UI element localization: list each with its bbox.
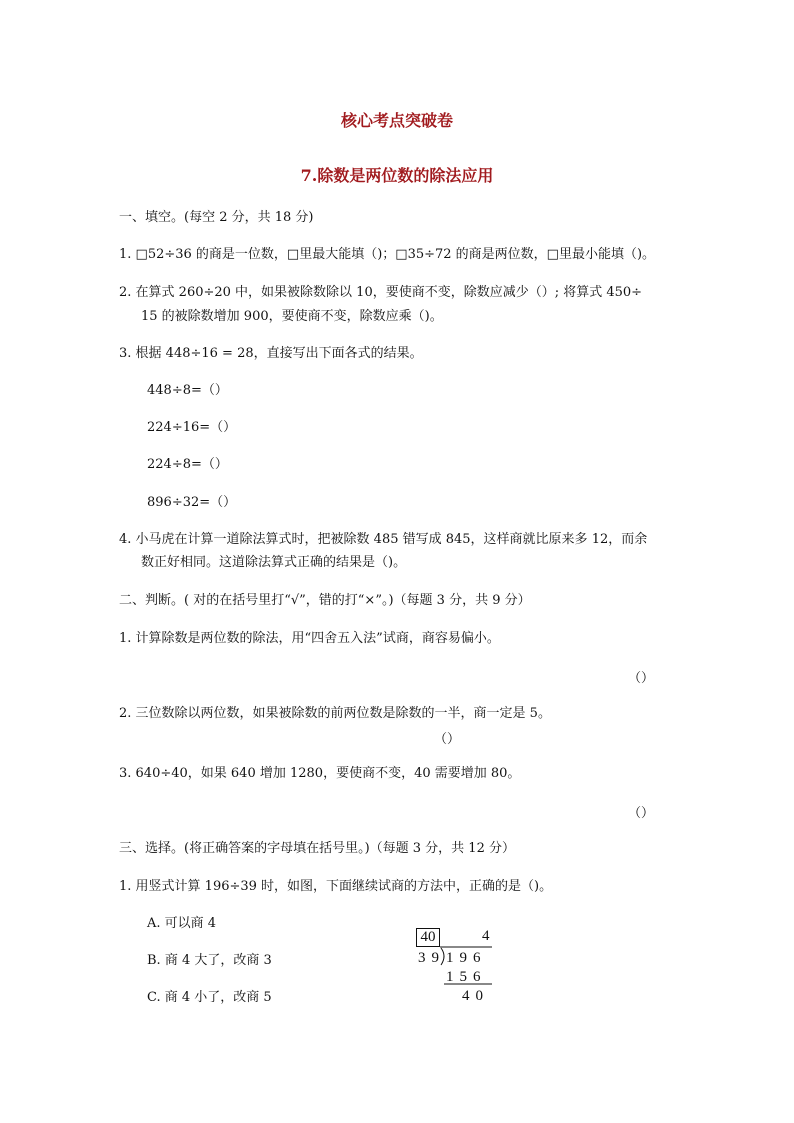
s1-q3-item-1: 448÷8=（） <box>147 383 228 398</box>
s1-question-4-line2: 数正好相同。这道除法算式正确的结果是（)。 <box>141 555 407 570</box>
s1-q3-item-2: 224÷16=（） <box>147 420 237 435</box>
s3-question-1: 1. 用竖式计算 196÷39 时，如图，下面继续试商的方法中，正确的是（)。 <box>119 879 553 894</box>
division-divisor: 39 <box>418 950 445 966</box>
s2-question-2: 2. 三位数除以两位数，如果被除数的前两位数是除数的一半，商一定是 5。 <box>119 706 551 721</box>
s3-option-a: A. 可以商 4 <box>147 916 217 931</box>
division-product: 156 <box>446 969 487 985</box>
section1-heading: 一、填空。(每空 2 分，共 18 分) <box>119 210 314 225</box>
s2-q3-answer-paren: （） <box>628 806 655 821</box>
s1-q3-item-4: 896÷32=（） <box>147 495 237 510</box>
division-dividend: 196 <box>446 950 487 966</box>
page-title: 核心考点突破卷 <box>340 111 453 130</box>
boxed-number: 40 <box>416 928 440 947</box>
section3-heading: 三、选择。(将正确答案的字母填在括号里。)（每题 3 分，共 12 分） <box>119 841 515 856</box>
long-division-figure <box>416 928 496 1010</box>
s1-question-4-line1: 4. 小马虎在计算一道除法算式时，把被除数 485 错写成 845，这样商就比原来多 12，而余 <box>119 532 648 547</box>
s1-question-3: 3. 根据 448÷16 = 28，直接写出下面各式的结果。 <box>119 346 423 361</box>
s1-question-1: 1. □52÷36 的商是一位数，□里最大能填（)；□35÷72 的商是两位数，□里最小能填（)。 <box>119 247 656 262</box>
section2-heading: 二、判断。( 对的在括号里打“√”，错的打“×”。)（每题 3 分，共 9 分） <box>119 593 531 608</box>
s2-question-1: 1. 计算除数是两位数的除法，用“四舍五入法”试商，商容易偏小。 <box>119 631 500 646</box>
s2-q1-answer-paren: （） <box>628 671 655 686</box>
division-remainder: 40 <box>462 988 489 1004</box>
division-quotient: 4 <box>482 928 496 944</box>
s1-question-2-line2: 15 的被除数增加 900，要使商不变，除数应乘（)。 <box>141 309 443 324</box>
s2-question-3: 3. 640÷40，如果 640 增加 1280，要使商不变，40 需要增加 80。 <box>119 766 521 781</box>
s3-option-c: C. 商 4 小了，改商 5 <box>147 990 272 1005</box>
page-subtitle: 7.除数是两位数的除法应用 <box>300 166 494 185</box>
s1-q3-item-3: 224÷8=（） <box>147 457 228 472</box>
s3-option-b: B. 商 4 大了，改商 3 <box>147 953 272 968</box>
s1-question-2-line1: 2. 在算式 260÷20 中，如果被除数除以 10，要使商不变，除数应减少（）; 将算式 450÷ <box>119 285 643 300</box>
s2-q2-answer-paren: （） <box>434 732 461 747</box>
